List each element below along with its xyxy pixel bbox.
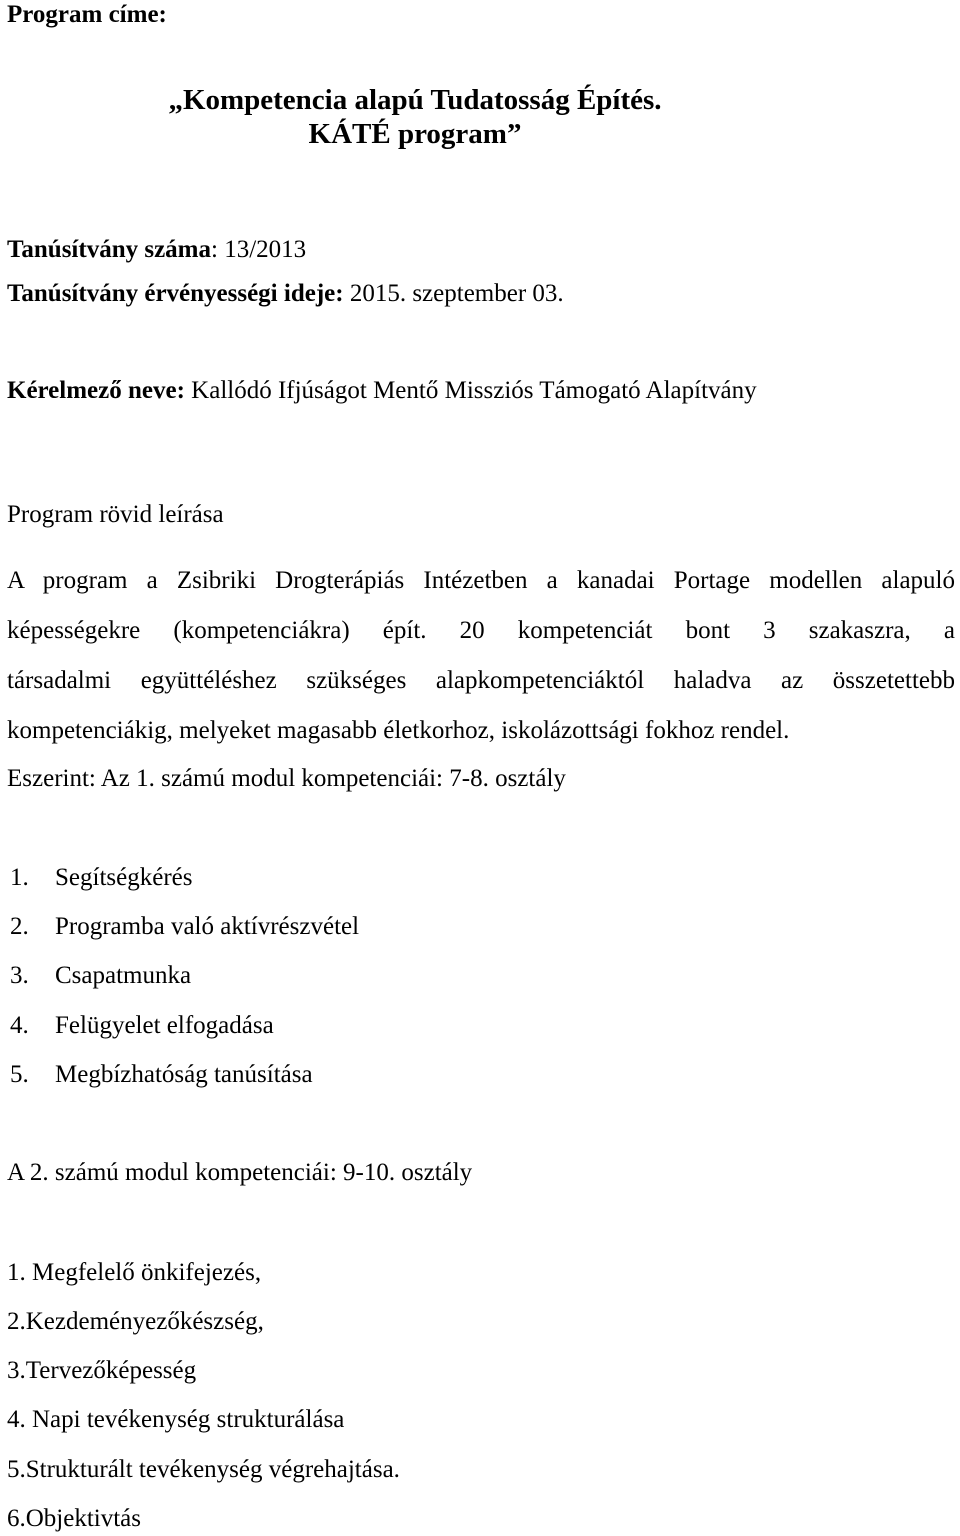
certificate-number-label: Tanúsítvány száma	[7, 236, 211, 263]
module2-list-item: 6.Objektivtás	[7, 1505, 142, 1532]
module1-list-item	[10, 863, 192, 893]
certificate-number-value: : 13/2013	[211, 236, 307, 263]
list-item-text: Csapatmunka	[55, 962, 192, 989]
applicant-value: Kallódó Ifjúságot Mentő Missziós Támogató Alapítvány	[184, 377, 757, 404]
module1-list-item	[10, 1060, 313, 1090]
list-item-number: 4.	[10, 1012, 29, 1039]
description-line: képességekre (kompetenciákra) épít. 20 kompetenciát bont 3 szakaszra, a	[7, 617, 955, 644]
module2-list-item: 4. Napi tevékenység strukturálása	[7, 1406, 345, 1433]
program-title-label: Program címe:	[7, 1, 167, 28]
certificate-validity-value: 2015. szeptember 03.	[343, 280, 564, 307]
module2-list-item: 3.Tervezőképesség	[7, 1357, 197, 1384]
module2-list-item: 5.Strukturált tevékenység végrehajtása.	[7, 1456, 400, 1483]
module2-list-item: 1. Megfelelő önkifejezés,	[7, 1259, 262, 1286]
module1-list-item	[10, 1011, 274, 1041]
list-item-number: 1.	[10, 864, 29, 891]
list-item-text: Segítségkérés	[55, 864, 193, 891]
certificate-validity-label: Tanúsítvány érvényességi ideje:	[7, 280, 344, 307]
list-item-number: 2.	[10, 913, 29, 940]
applicant-name	[7, 376, 757, 406]
certificate-validity	[7, 279, 564, 309]
description-line: kompetenciákig, melyeket magasabb életkorhoz, iskolázottsági fokhoz rendel.	[7, 717, 790, 744]
module2-list-item: 2.Kezdeményezőkészség,	[7, 1308, 264, 1335]
program-title-line-2: KÁTÉ program”	[308, 118, 522, 150]
list-item-text: Felügyelet elfogadása	[55, 1012, 274, 1039]
description-line: társadalmi együttéléshez szükséges alapkompetenciáktól haladva az összetettebb	[7, 667, 955, 694]
list-item-text: Megbízhatóság tanúsítása	[55, 1061, 313, 1088]
description-line: Eszerint: Az 1. számú modul kompetenciái: 7-8. osztály	[7, 765, 566, 792]
certificate-number	[7, 235, 306, 265]
description-heading: Program rövid leírása	[7, 501, 224, 528]
module2-heading: A 2. számú modul kompetenciái: 9-10. osztály	[7, 1159, 473, 1186]
description-line: A program a Zsibriki Drogterápiás Intézetben a kanadai Portage modellen alapuló	[7, 567, 955, 594]
module1-list-item	[10, 961, 191, 991]
list-item-number: 3.	[10, 962, 29, 989]
list-item-text: Programba való aktívrészvétel	[55, 913, 360, 940]
list-item-number: 5.	[10, 1061, 29, 1088]
applicant-label: Kérelmező neve:	[7, 377, 185, 404]
program-title-line-1: „Kompetencia alapú Tudatosság Építés.	[168, 84, 662, 116]
module1-list-item	[10, 912, 359, 942]
